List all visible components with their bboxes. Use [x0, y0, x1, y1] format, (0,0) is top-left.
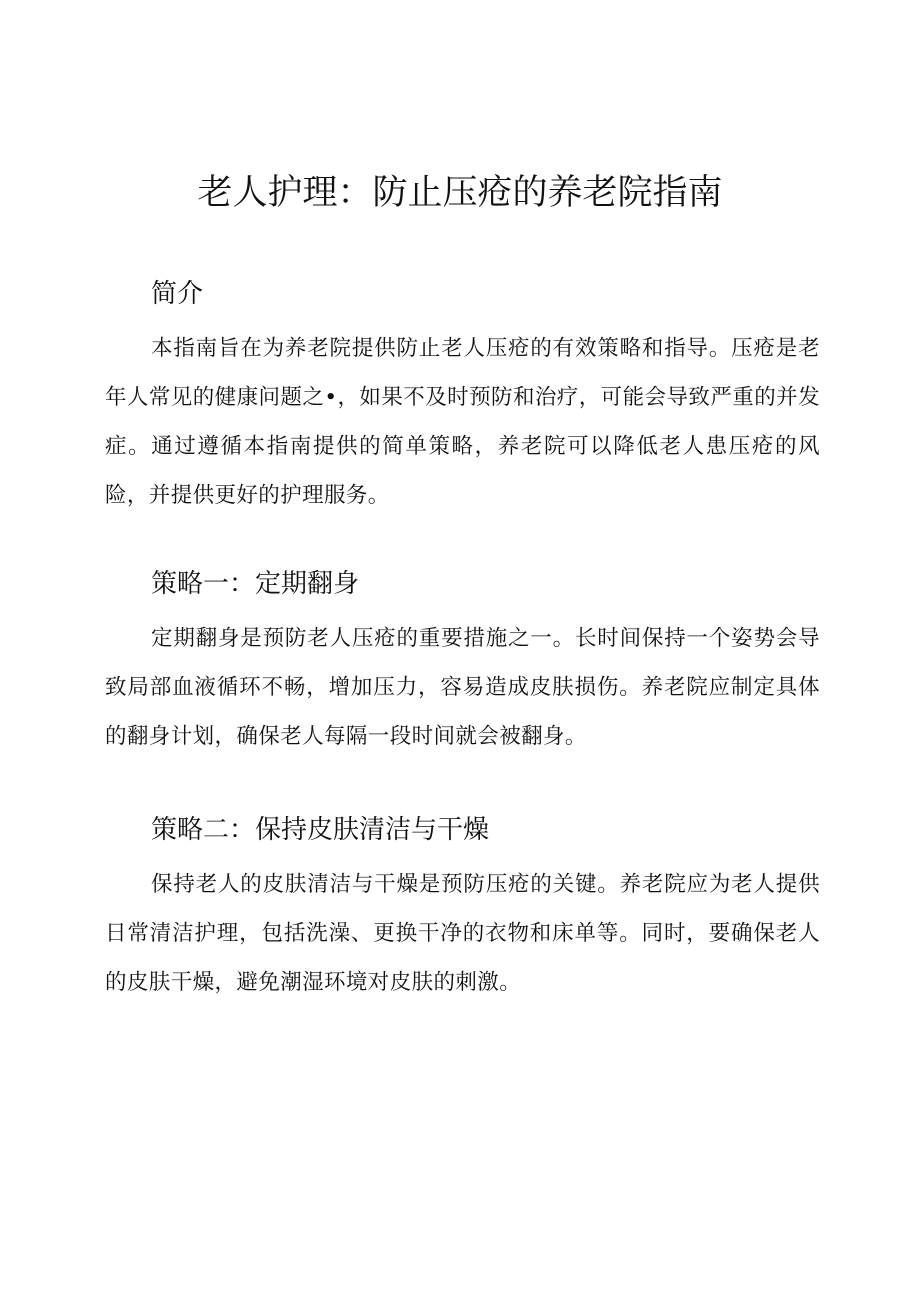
section-heading: 策略一：定期翻身	[151, 569, 360, 599]
section-paragraph: 定期翻身是预防老人压疮的重要措施之一。长时间保持一个姿势会导致局部血液循环不畅，增加压力，容易造成皮肤损伤。养老院应制定具体的翻身计划，确保老人每隔一段时间就会被翻身。	[105, 626, 820, 749]
section-heading: 简介	[151, 279, 204, 309]
section-introduction	[105, 276, 820, 520]
section-paragraph: 保持老人的皮肤清洁与干燥是预防压疮的关键。养老院应为老人提供日常清洁护理，包括洗澡、更换干净的衣物和床单等。同时，要确保老人的皮肤干燥，避免潮湿环境对皮肤的刺激。	[105, 872, 820, 995]
section-strategy-1	[105, 566, 820, 761]
section-heading: 策略二：保持皮肤清洁与干燥	[151, 815, 490, 845]
section-strategy-2	[105, 812, 820, 1007]
section-paragraph: 本指南旨在为养老院提供防止老人压疮的有效策略和指导。压疮是老年人常见的健康问题之•，如果不及时预防和治疗，可能会导致严重的并发症。通过遵循本指南提供的简单策略，养老院可以降低老人患压疮的风险，并提供更好的护理服务。	[105, 336, 820, 508]
document-title: 老人护理：防止压疮的养老院指南	[197, 173, 723, 213]
